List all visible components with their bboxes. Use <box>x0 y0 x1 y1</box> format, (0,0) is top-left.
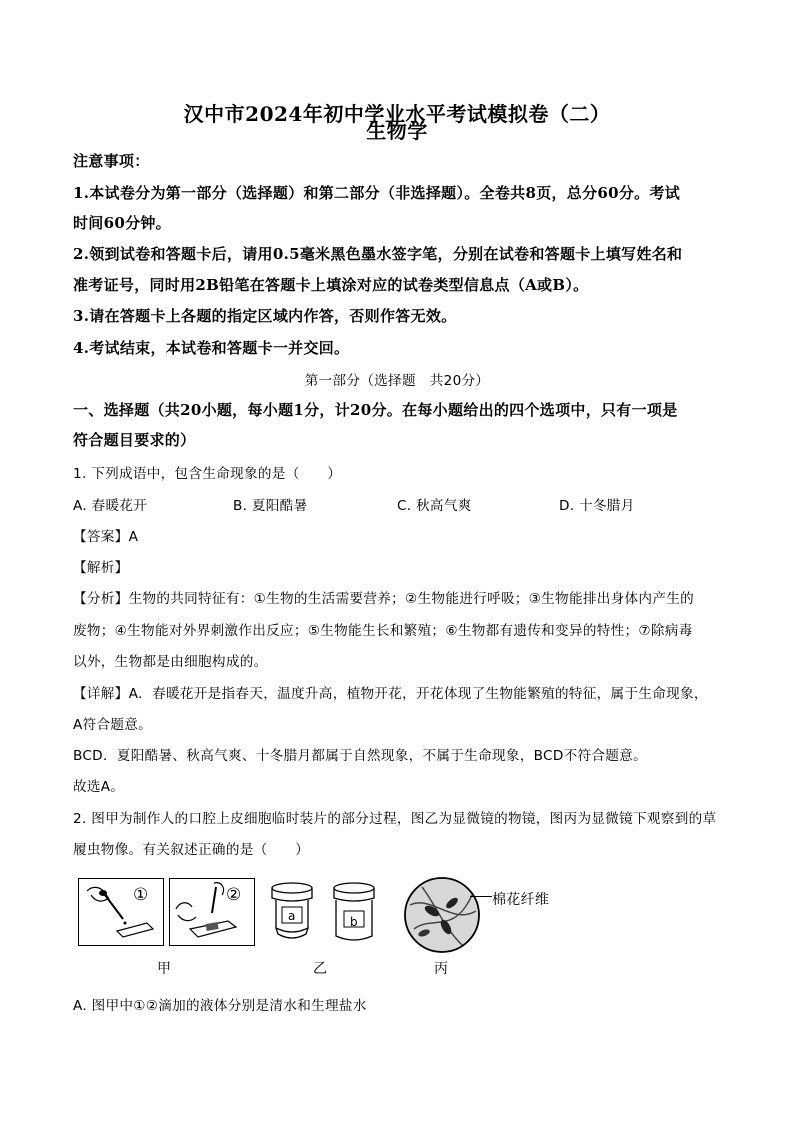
objective-lens-icon <box>268 880 378 950</box>
detail-line: 故选A。 <box>73 779 125 795</box>
notice-heading: 注意事项： <box>73 152 150 170</box>
notice-line: 时间60分钟。 <box>73 214 171 232</box>
fiber-label: 棉花纤维 <box>492 892 550 908</box>
figure-jia-step1 <box>78 878 164 946</box>
notice-line: 3.请在答题卡上各题的指定区域内作答，否则作答无效。 <box>73 307 457 325</box>
question-stem: 2. 图甲为制作人的口腔上皮细胞临时装片的部分过程，图乙为显微镜的物镜，图丙为显微镜下观察到的草 <box>73 811 717 827</box>
option-d: D. 十冬腊月 <box>559 498 635 514</box>
microscope-view-icon <box>402 875 482 955</box>
subject-title: 生物学 <box>366 119 428 143</box>
section-heading: 一、选择题（共20小题，每小题1分，计20分。在每小题给出的四个选项中，只有一项是 <box>73 401 678 419</box>
question-stem: 1. 下列成语中，包含生命现象的是（ ） <box>73 466 342 482</box>
detail-line <box>73 682 708 702</box>
notice-line: 2.领到试卷和答题卡后，请用0.5毫米黑色墨水签字笔，分别在试卷和答题卡上填写姓名和 <box>73 245 683 263</box>
analysis-tag: 【解析】 <box>73 560 129 576</box>
dropper-slide-icon <box>79 879 163 945</box>
dropper-coverslip-icon <box>170 879 254 945</box>
lens-a-label: a <box>288 909 296 923</box>
figure-bing-label: 丙 <box>434 961 448 977</box>
xiangjie-text: A．春暖花开是指春天，温度升高，植物开花，开花体现了生物能繁殖的特征，属于生命现象， <box>128 686 708 702</box>
lens-b-label: b <box>350 915 358 929</box>
detail-line: BCD．夏阳酷暑、秋高气爽、十冬腊月都属于自然现象，不属于生命现象，BCD不符合题意。 <box>73 748 647 764</box>
figure-yi-label: 乙 <box>313 961 327 977</box>
notice-line: 准考证号，同时用2B铅笔在答题卡上填涂对应的试卷类型信息点（A或B）。 <box>73 276 589 294</box>
section-heading: 符合题目要求的） <box>73 431 196 449</box>
xiangjie-label: 【详解】 <box>73 686 129 702</box>
fenxi-text: 生物的共同特征有：①生物的生活需要营养；②生物能进行呼吸；③生物能排出身体内产生的 <box>128 591 694 607</box>
step2-label: ② <box>226 885 242 905</box>
answer: 【答案】A <box>73 529 139 545</box>
fenxi-label: 【分析】 <box>73 591 129 607</box>
option-a: A. 春暖花开 <box>73 498 148 514</box>
option-c: C. 秋高气爽 <box>397 498 472 514</box>
notice-line: 4.考试结束，本试卷和答题卡一并交回。 <box>73 339 350 357</box>
figure-jia-label: 甲 <box>157 961 171 977</box>
step1-label: ① <box>133 885 149 905</box>
analysis-line: 以外，生物都是由细胞构成的。 <box>73 654 268 670</box>
exam-title: 汉中市2024年初中学业水平考试模拟卷（二） <box>183 102 611 126</box>
option-a: A. 图甲中①②滴加的液体分别是清水和生理盐水 <box>73 998 367 1014</box>
question-stem: 履虫物像。有关叙述正确的是（ ） <box>73 842 310 858</box>
option-b: B. 夏阳酷暑 <box>233 498 308 514</box>
analysis-line: 废物；④生物能对外界刺激作出反应；⑤生物能生长和繁殖；⑥生物都有遗传和变异的特性；⑦除病毒 <box>73 623 693 639</box>
analysis-line <box>73 587 694 607</box>
fiber-pointer <box>470 896 492 897</box>
notice-line: 1.本试卷分为第一部分（选择题）和第二部分（非选择题）。全卷共8页，总分60分。考试 <box>73 184 681 202</box>
detail-line: A符合题意。 <box>73 717 153 733</box>
part-title: 第一部分（选择题 共20分） <box>304 373 490 389</box>
figure-jia-step2 <box>169 878 255 946</box>
